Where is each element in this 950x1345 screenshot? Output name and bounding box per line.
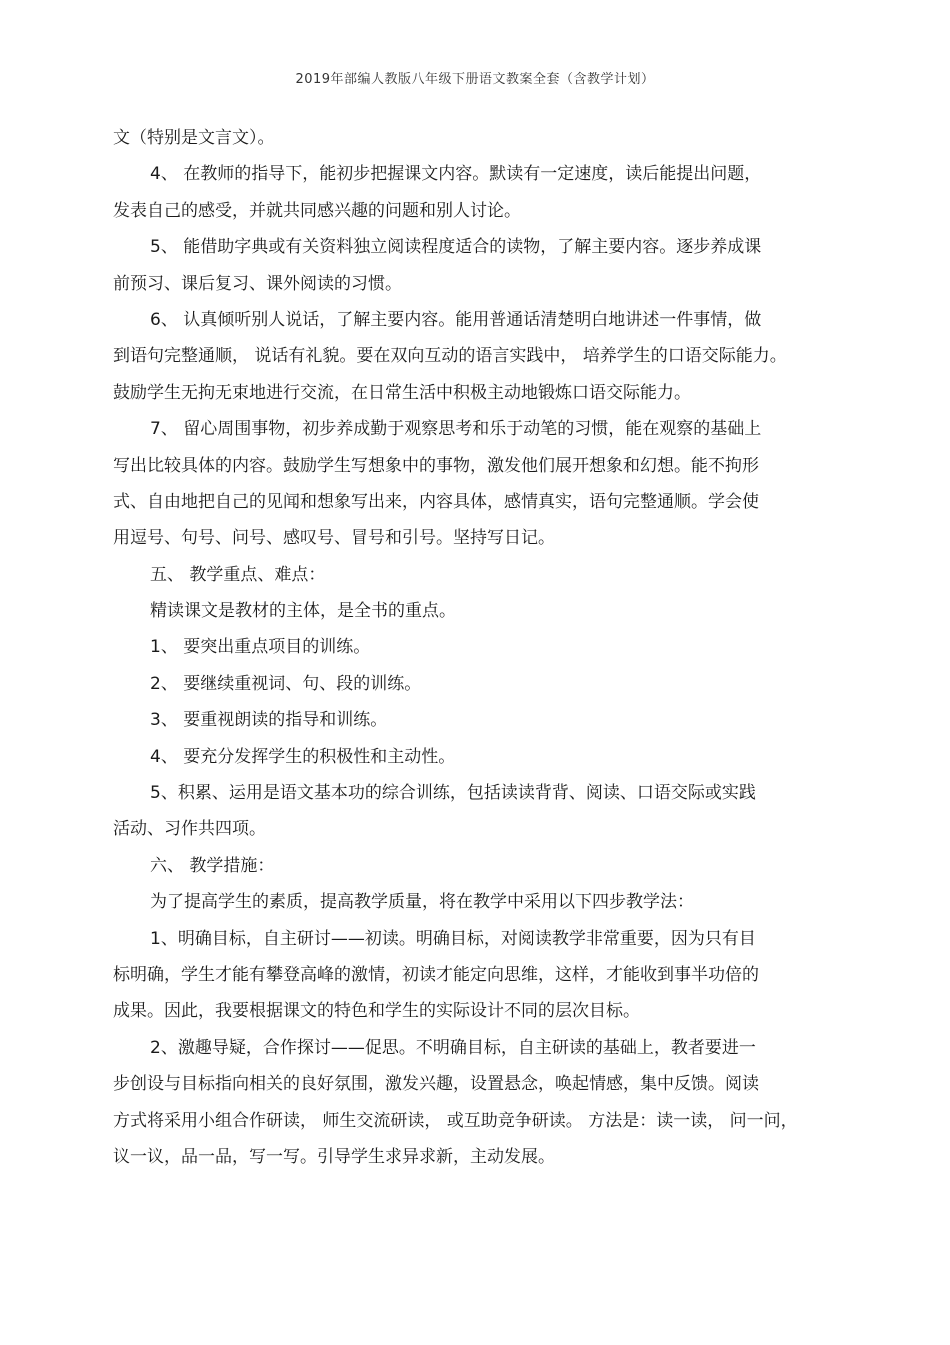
section-heading: 五、 教学重点、难点： — [150, 564, 326, 585]
text-line: 5、 能借助字典或有关资料独立阅读程度适合的读物，了解主要内容。逐步养成课 — [150, 237, 762, 258]
text-line: 鼓励学生无拘无束地进行交流，在日常生活中积极主动地锻炼口语交际能力。 — [113, 382, 691, 403]
text-line: 前预习、课后复习、课外阅读的习惯。 — [113, 273, 402, 294]
text-line: 步创设与目标指向相关的良好氛围，激发兴趣，设置悬念，唤起情感，集中反馈。阅读 — [113, 1074, 759, 1095]
text-line: 文（特别是文言文）。 — [113, 128, 275, 148]
document-body — [113, 120, 843, 1175]
section-heading: 六、 教学措施： — [150, 855, 275, 876]
text-line: 用逗号、句号、问号、感叹号、冒号和引号。坚持写日记。 — [113, 528, 555, 549]
text-line: 成果。因此，我要根据课文的特色和学生的实际设计不同的层次目标。 — [113, 1001, 640, 1022]
list-item: 5、积累、运用是语文基本功的综合训练，包括读读背背、阅读、口语交际或实践 — [150, 783, 756, 804]
text-line: 活动、习作共四项。 — [113, 819, 266, 840]
text-line: 方式将采用小组合作研读， 师生交流研读， 或互助竞争研读。 方法是：读一读， 问一问， — [113, 1110, 798, 1131]
text-line: 议一议，品一品，写一写。引导学生求异求新，主动发展。 — [113, 1146, 555, 1167]
text-line: 式、自由地把自己的见闻和想象写出来，内容具体，感情真实，语句完整通顺。学会使 — [113, 491, 759, 512]
list-item: 1、明确目标，自主研讨——初读。明确目标，对阅读教学非常重要，因为只有目 — [150, 928, 756, 949]
text-line: 标明确，学生才能有攀登高峰的激情，初读才能定向思维，这样，才能收到事半功倍的 — [113, 964, 759, 985]
list-item: 2、激趣导疑，合作探讨——促思。不明确目标，自主研读的基础上，教者要进一 — [150, 1037, 756, 1058]
text-line: 6、 认真倾听别人说话，了解主要内容。能用普通话清楚明白地讲述一件事情，做 — [150, 309, 762, 330]
text-line: 4、 在教师的指导下，能初步把握课文内容。默读有一定速度，读后能提出问题， — [150, 164, 762, 185]
text-line: 7、 留心周围事物，初步养成勤于观察思考和乐于动笔的习惯，能在观察的基础上 — [150, 419, 762, 440]
list-item: 3、 要重视朗读的指导和训练。 — [150, 710, 388, 731]
text-line: 发表自己的感受，并就共同感兴趣的问题和别人讨论。 — [113, 200, 521, 221]
text-line: 为了提高学生的素质，提高教学质量，将在教学中采用以下四步教学法： — [150, 892, 694, 913]
text-line: 到语句完整通顺， 说话有礼貌。要在双向互动的语言实践中， 培养学生的口语交际能力。 — [113, 346, 787, 367]
list-item: 4、 要充分发挥学生的积极性和主动性。 — [150, 746, 456, 767]
page-header: 2019年部编人教版八年级下册语文教案全套（含教学计划） — [295, 72, 655, 87]
list-item: 2、 要继续重视词、句、段的训练。 — [150, 673, 422, 694]
text-line: 精读课文是教材的主体，是全书的重点。 — [150, 601, 456, 622]
list-item: 1、 要突出重点项目的训练。 — [150, 637, 371, 658]
text-line: 写出比较具体的内容。鼓励学生写想象中的事物，激发他们展开想象和幻想。能不拘形 — [113, 455, 759, 476]
